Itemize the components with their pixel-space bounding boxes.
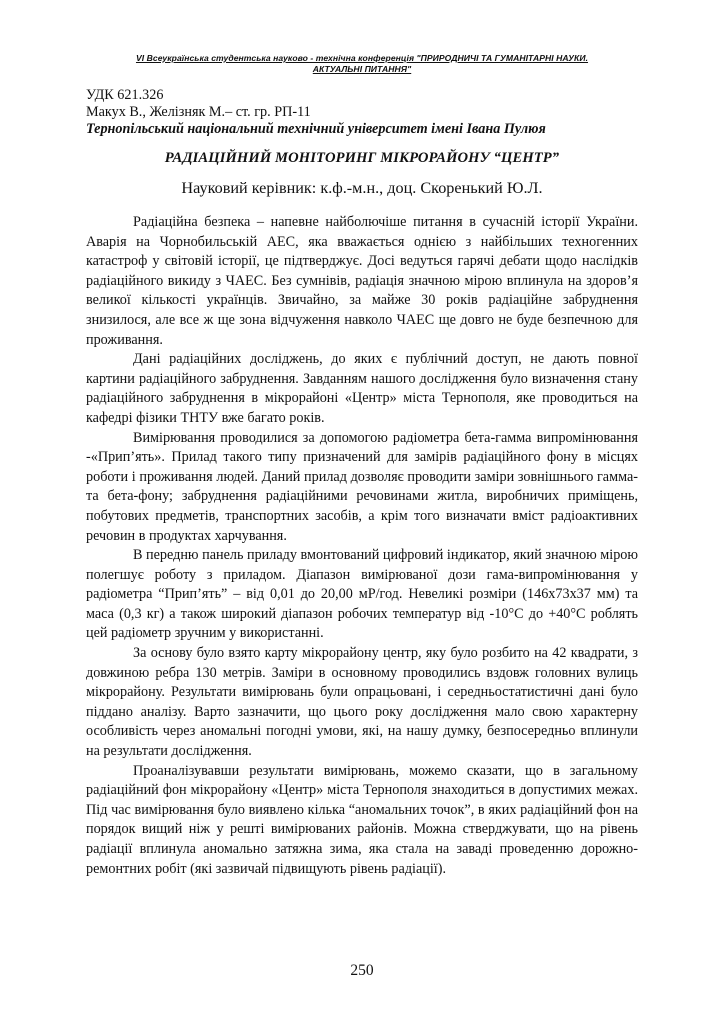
conference-header-line-1: VI Всеукраїнська студентська науково - технічна конференція "ПРИРОДНИЧІ ТА ГУМАНІТАРНІ НАУКИ. [135,53,589,63]
article-body [86,213,638,879]
affiliation: Тернопільський національний технічний університет імені Івана Пулюя [86,121,546,137]
article-meta [86,87,646,138]
conference-header-line-2: АКТУАЛЬНІ ПИТАННЯ" [312,64,412,74]
body-paragraph: Проаналізувавши результати вимірювань, можемо сказати, що в загальному радіаційний фон мікрорайону «Центр» міста Тернополя знаходиться в допустимих межах. Під час вимірювання було виявлено кілька “аномальних точок”, в яких радіаційний фон на порядок вищий ніж у решті вимірюваних районів. Можна стверджувати, що на рівень радіації вплинула аномально затяжна зима, яка стала на заваді проведенню дорожно-ремонтних робіт (які зазвичай підвищують рівень радіації). [86,762,638,877]
udc-code: УДК 621.326 [86,87,164,103]
body-paragraph: В передню панель приладу вмонтований цифровий індикатор, який значною мірою полегшує роботу з приладом. Діапазон вимірюваної дози гама-випромінювання у радіометра “Прип’ять” – від 0,01 до 20,00 мР/год. Невеликі розміри (146х73х37 мм) та маса (0,3 кг) а також широкий діапазон робочих температур від -10°С до +40°С роблять цей радіометр зручним у використанні. [86,547,638,642]
body-paragraph: За основу було взято карту мікрорайону центр, яку було розбито на 42 квадрати, з довжиною ребра 130 метрів. Заміри в основному проводились вздовж головних вулиць мікрорайону. Результати вимірювань були опрацьовані, і середньостатистичні дані було піддано аналізу. Варто зазначити, що цього року дослідження мало свою характерну особливість через аномальні погодні умови, які, на нашу думку, безпосередньо вплинули на результати дослідження. [86,645,638,760]
body-paragraph: Вимірювання проводилися за допомогою радіометра бета-гамма випромінювання -«Прип’ять». Прилад такого типу призначений для замірів радіаційного фону в місцях роботи і проживання людей. Даний прилад дозволяє проводити заміри зовнішнього гамма- та бета-фону; забруднення радіаційними речовинами житла, виробничих приміщень, побутових предметів, транспортних засобів, а крім того визначати вміст радіоактивних речовин в продуктах харчування. [86,429,638,544]
body-paragraph: Дані радіаційних досліджень, до яких є публічний доступ, не дають повної картини радіаційного забруднення. Завданням нашого дослідження було визначення стану радіаційного забруднення в мікрорайоні «Центр» міста Тернополя, яке проводиться на кафедрі фізики ТНТУ вже багато років. [86,351,638,426]
conference-running-header [86,53,638,75]
article-title: РАДІАЦІЙНИЙ МОНІТОРИНГ МІКРОРАЙОНУ “ЦЕНТР” [164,150,560,166]
scientific-supervisor: Науковий керівник: к.ф.-м.н., доц. Скоренький Ю.Л. [181,179,543,197]
body-paragraph: Радіаційна безпека – напевне найболючіше питання в сучасній історії України. Аварія на Чорнобильській АЕС, яка вважається однією з найбільших техногенних катастроф у світовій історії, це підтверджує. Досі ведуться гарячі дебати щодо наслідків радіаційного викиду з ЧАЕС. Без сумнівів, радіація значною мірою вплинула на здоров’я великої кількості українців. Звичайно, за майже 30 років радіаційне забруднення знизилося, але все ж ще зона відчуження навколо ЧАЕС ще довго не буде безпечною для проживання. [86,214,638,348]
page-number: 250 [350,962,374,979]
authors: Макух В., Желізняк М.– ст. гр. РП-11 [86,104,311,120]
